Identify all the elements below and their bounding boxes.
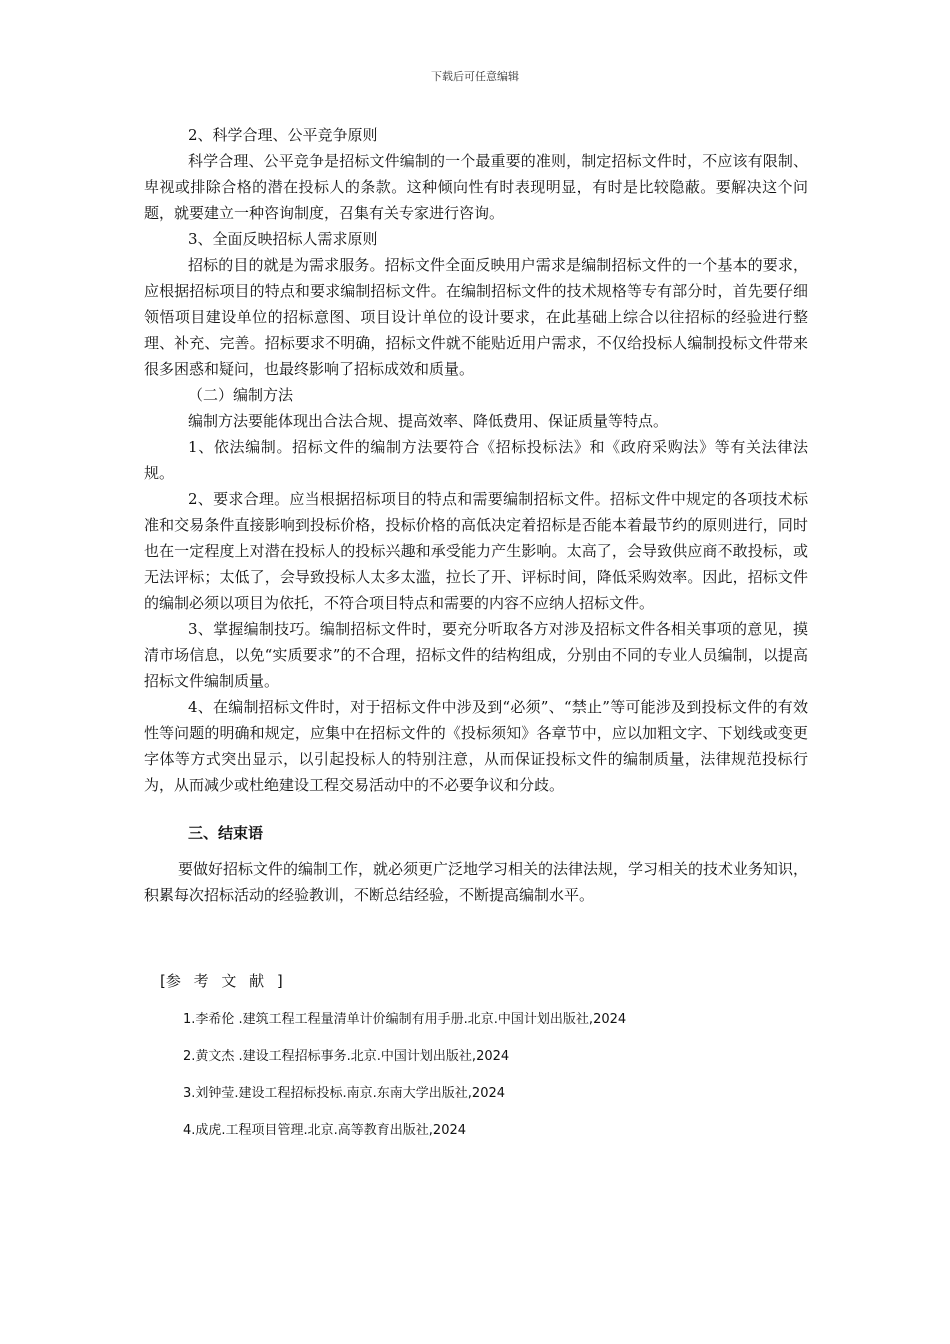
paragraph: 3、全面反映招标人需求原则: [188, 230, 378, 248]
paragraph: 招标的目的就是为需求服务。招标文件全面反映用户需求是编制招标文件的一个基本的要求，应根据招标项目的特点和要求编制招标文件。在编制招标文件的技术规格等专有部分时，首先要仔细领悟项目建设单位的招标意图、项目设计单位的设计要求，在此基础上综合以往招标的经验进行整理、补充、完善。招标要求不明确，招标文件就不能贴近用户需求，不仅给投标人编制投标文件带来很多困惑和疑问，也最终影响了招标成效和质量。: [144, 256, 808, 378]
paragraph: 2、要求合理。应当根据招标项目的特点和需要编制招标文件。招标文件中规定的各项技术标准和交易条件直接影响到投标价格，投标价格的高低决定着招标是否能本着最节约的原则进行，同时也在一定程度上对潜在投标人的投标兴趣和承受能力产生影响。太高了，会导致供应商不敢投标，或无法评标；太低了，会导致投标人太多太滥，拉长了开、评标时间，降低采购效率。因此，招标文件的编制必须以项目为依托，不符合项目特点和需要的内容不应纳人招标文件。: [144, 490, 808, 612]
section-heading: 三、结束语: [188, 824, 264, 842]
body-text: [144, 122, 808, 798]
reference-list: [183, 1010, 626, 1158]
reference-item: 4.成虎.工程项目管理.北京.高等教育出版社,2024: [183, 1123, 467, 1138]
references-title: [参 考 文 献 ]: [160, 972, 283, 990]
paragraph: 2、科学合理、公平竞争原则: [188, 126, 378, 144]
reference-item: 2.黄文杰 .建设工程招标事务.北京.中国计划出版社,2024: [183, 1049, 510, 1064]
reference-item: 1.李希伦 .建筑工程工程量清单计价编制有用手册.北京.中国计划出版社,2024: [183, 1012, 627, 1027]
conclusion-paragraph: 要做好招标文件的编制工作，就必须更广泛地学习相关的法律法规，学习相关的技术业务知识，积累每次招标活动的经验教训，不断总结经验，不断提高编制水平。: [144, 860, 809, 904]
paragraph: 编制方法要能体现出合法合规、提高效率、降低费用、保证质量等特点。: [188, 412, 669, 430]
reference-item: 3.刘钟莹.建设工程招标投标.南京.东南大学出版社,2024: [183, 1086, 506, 1101]
paragraph: 1、依法编制。招标文件的编制方法要符合《招标投标法》和《政府采购法》等有关法律法规。: [144, 438, 808, 482]
paragraph: 4、在编制招标文件时，对于招标文件中涉及到“必须”、“禁止”等可能涉及到投标文件的有效性等问题的明确和规定，应集中在招标文件的《投标须知》各章节中，应以加粗文字、下划线或变更字体等方式突出显示，以引起投标人的特别注意，从而保证投标文件的编制质量，法律规范投标行为，从而减少或杜绝建设工程交易活动中的不必要争议和分歧。: [144, 698, 808, 794]
paragraph: 科学合理、公平竞争是招标文件编制的一个最重要的准则，制定招标文件时，不应该有限制、卑视或排除合格的潜在投标人的条款。这种倾向性有时表现明显，有时是比较隐蔽。要解决这个问题，就要建立一种咨询制度，召集有关专家进行咨询。: [144, 152, 808, 222]
paragraph: （二）编制方法: [188, 386, 294, 404]
page-header: 下载后可任意编辑: [431, 70, 519, 83]
paragraph: 3、掌握编制技巧。编制招标文件时，要充分听取各方对涉及招标文件各相关事项的意见，摸清市场信息，以免“实质要求”的不合理，招标文件的结构组成，分别由不同的专业人员编制，以提高招标文件编制质量。: [144, 620, 808, 690]
